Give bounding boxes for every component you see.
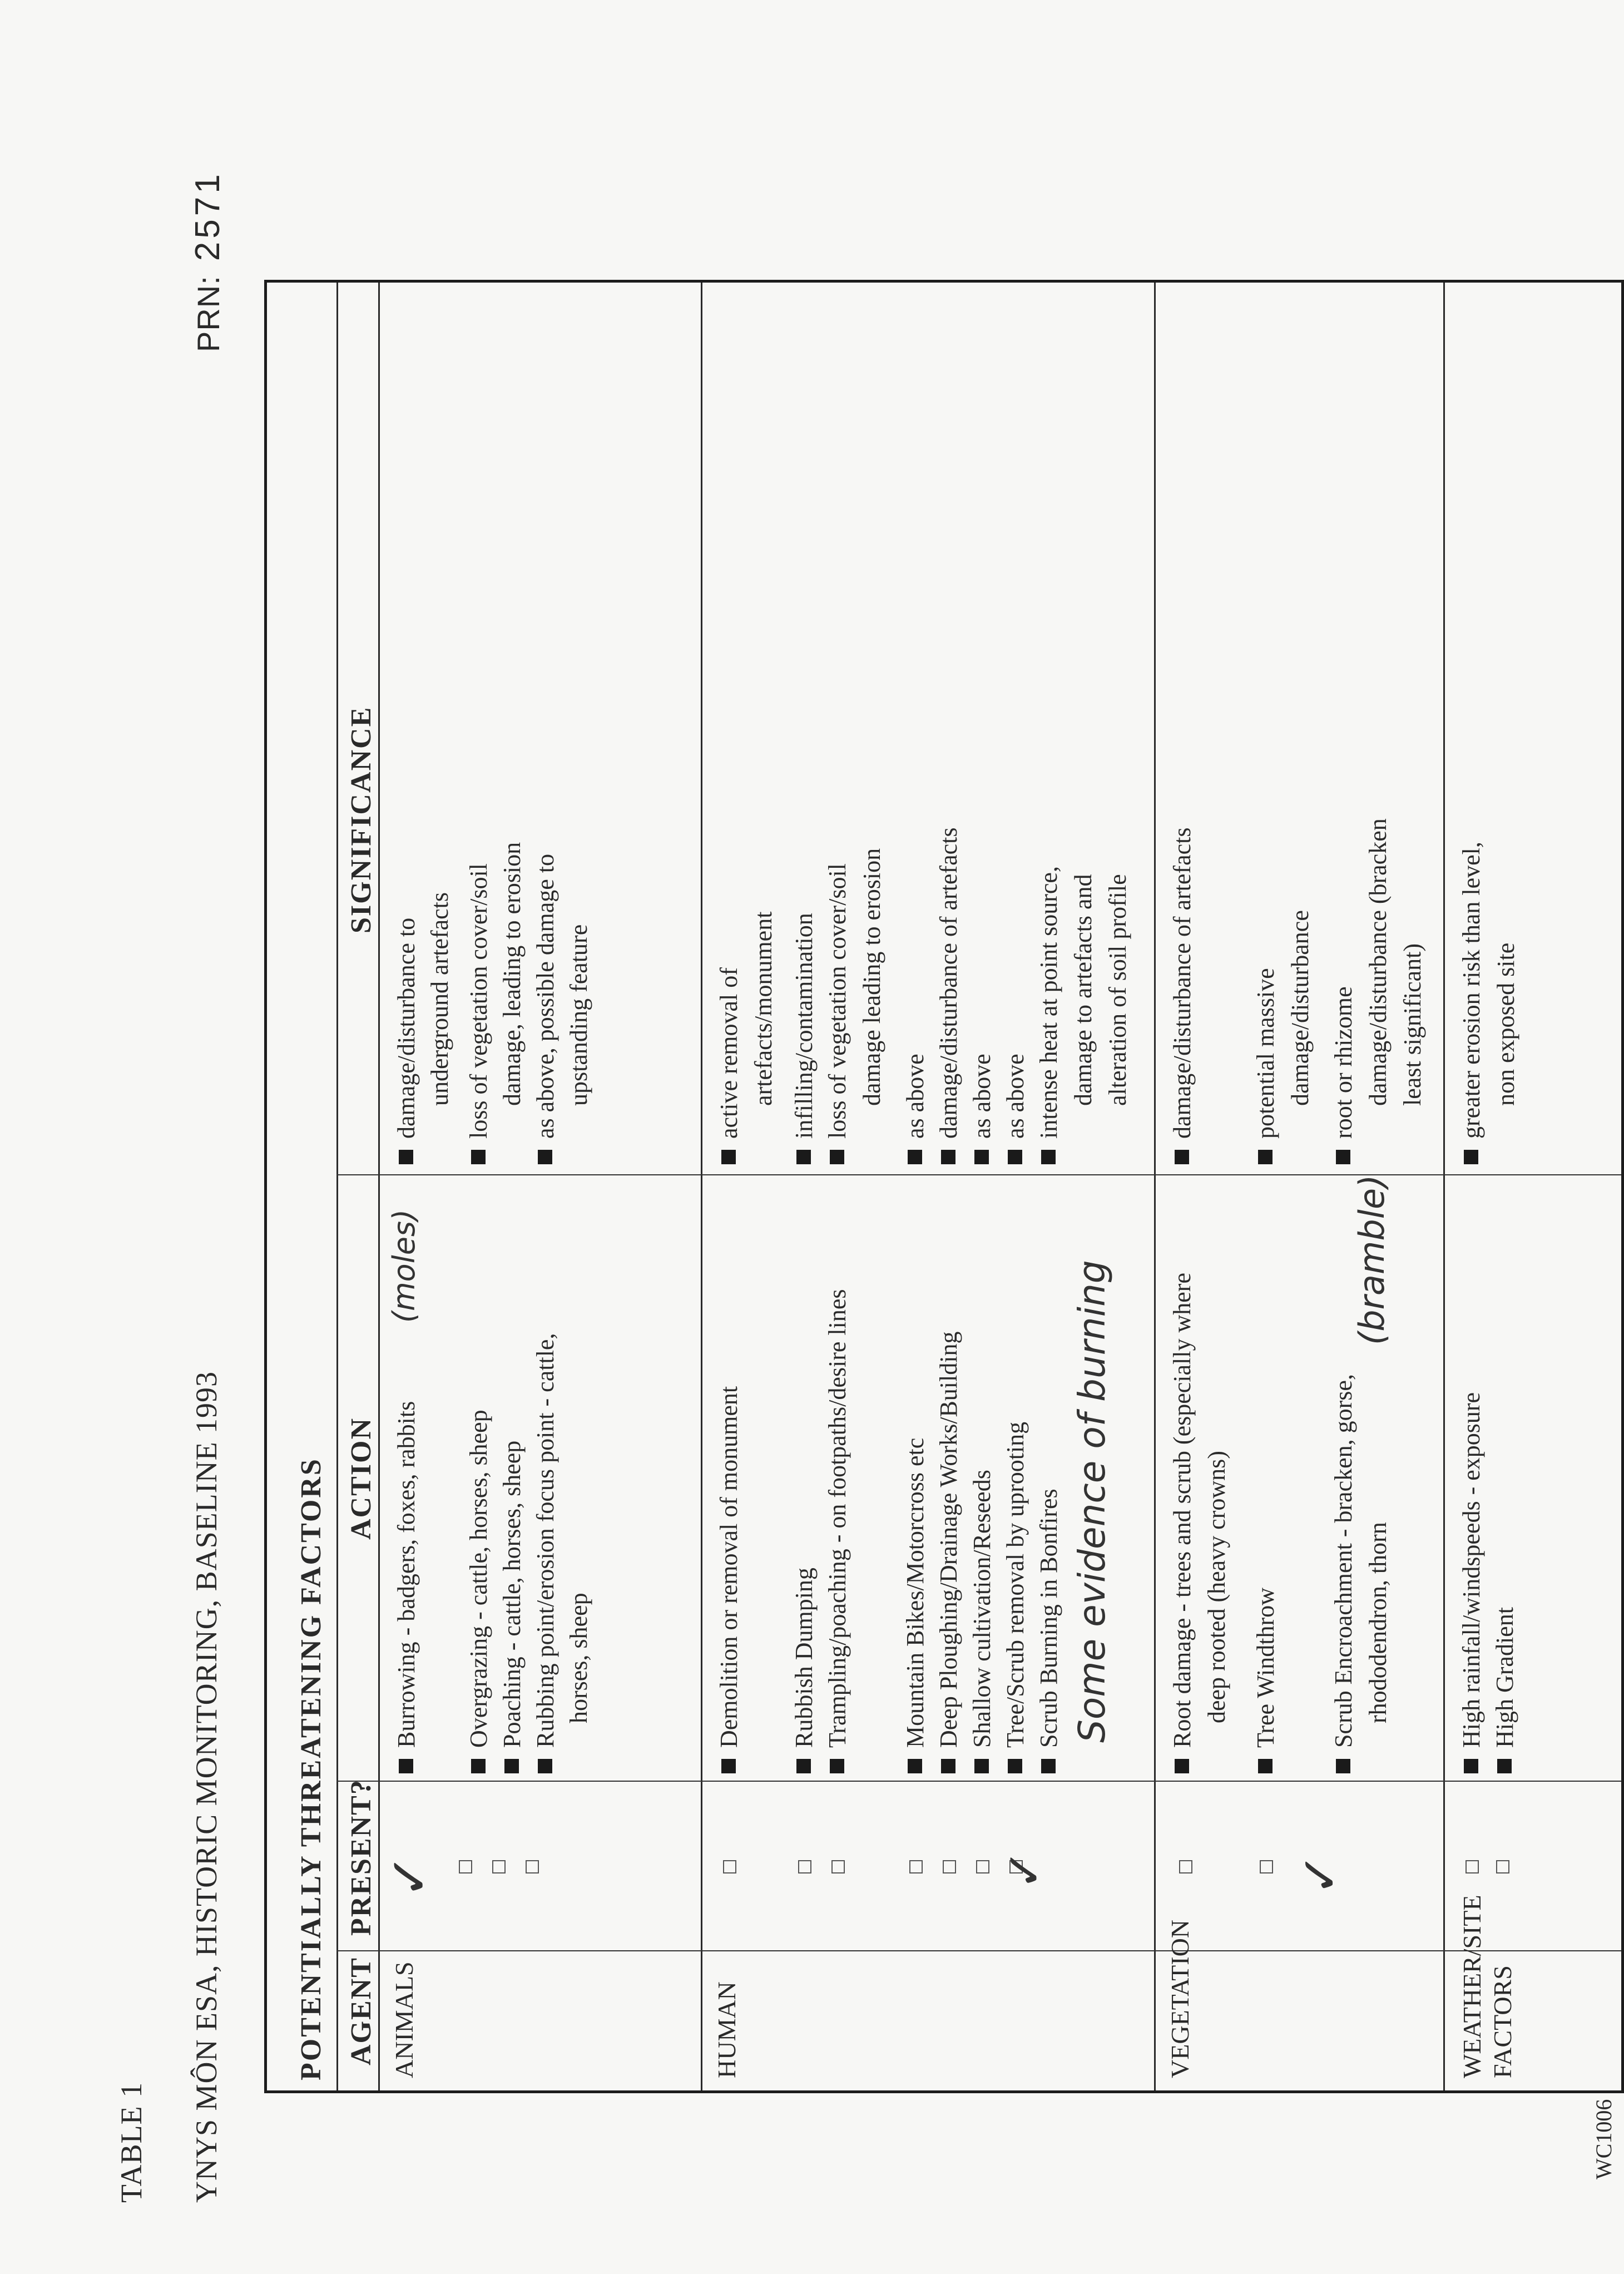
handwritten-note: (bramble)	[1351, 1174, 1392, 1345]
rule-animals	[701, 283, 702, 2090]
action-item: Demolition or removal of monument	[712, 1386, 746, 1773]
col-action: ACTION	[345, 1417, 377, 1540]
handwritten-note: (moles)	[387, 1209, 422, 1323]
action-item: Scrub Burning in Bonfires	[1032, 1489, 1066, 1773]
action-item: High rainfall/windspeeds - exposure	[1454, 1392, 1489, 1773]
agent-human: HUMAN	[712, 1981, 741, 2078]
action-item: Trampling/poaching - on footpaths/desire lines	[820, 1289, 855, 1773]
significance-item: damage/disturbance of artefacts	[932, 828, 966, 1165]
checkbox	[831, 1860, 845, 1873]
checkbox	[459, 1860, 472, 1873]
significance-item-cont: underground artefacts	[426, 892, 453, 1106]
bullet-icon	[399, 1759, 413, 1773]
significance-item: root or rhizome	[1326, 986, 1361, 1164]
action-item: Poaching - cattle, horses, sheep	[495, 1441, 529, 1773]
bullet-icon	[1008, 1759, 1022, 1773]
bullet-icon	[1041, 1150, 1056, 1164]
table-title: POTENTIALLY THREATENING FACTORS	[295, 1457, 327, 2080]
significance-item: active removal of	[712, 967, 746, 1164]
checkbox	[798, 1860, 811, 1873]
col-divider-1	[336, 1950, 1621, 1951]
checkbox	[976, 1860, 989, 1873]
bullet-icon	[941, 1150, 955, 1164]
col-significance: SIGNIFICANCE	[345, 706, 377, 933]
bullet-icon	[908, 1759, 922, 1773]
bullet-icon	[721, 1759, 736, 1773]
action-item: Root damage - trees and scrub (especially where	[1165, 1273, 1200, 1773]
bullet-icon	[908, 1150, 922, 1164]
significance-item: damage/disturbance of artefacts	[1165, 828, 1200, 1165]
bullet-icon	[1464, 1150, 1478, 1164]
checkbox	[526, 1860, 539, 1873]
bullet-icon	[1258, 1150, 1273, 1164]
checkbox	[909, 1860, 923, 1873]
bullet-icon	[1464, 1759, 1478, 1773]
handwritten-note: Some evidence of burning	[1071, 1260, 1113, 1743]
bullet-icon	[796, 1759, 811, 1773]
tick-mark: ✓	[378, 1853, 440, 1899]
action-item: Overgrazing - cattle, horses, sheep	[462, 1410, 496, 1773]
significance-item: loss of vegetation cover/soil	[462, 863, 496, 1164]
checkbox	[1465, 1860, 1479, 1873]
significance-item: as above	[898, 1054, 933, 1164]
prn-label: PRN:	[191, 275, 226, 352]
action-item-cont: rhododendron, thorn	[1364, 1522, 1392, 1723]
significance-item-cont: damage/disturbance (bracken	[1364, 818, 1392, 1106]
significance-item-cont: damage to artefacts and	[1070, 874, 1097, 1106]
checkbox	[492, 1860, 506, 1873]
bullet-icon	[1175, 1150, 1189, 1164]
table-label: TABLE 1	[115, 2082, 148, 2203]
significance-item-cont: damage, leading to erosion	[498, 842, 526, 1106]
bullet-icon	[1336, 1150, 1350, 1164]
action-item: High Gradient	[1488, 1607, 1522, 1773]
significance-item: loss of vegetation cover/soil	[820, 863, 855, 1164]
tick-mark: ✓	[996, 1849, 1053, 1890]
prn	[188, 171, 227, 352]
checkbox	[943, 1860, 956, 1873]
action-item: Burrowing - badgers, foxes, rabbits	[389, 1401, 424, 1773]
bullet-icon	[1336, 1759, 1350, 1773]
agent-vegetation: VEGETATION	[1166, 1919, 1194, 2078]
bullet-icon	[538, 1150, 552, 1164]
bullet-icon	[1175, 1759, 1189, 1773]
checkbox	[1179, 1860, 1192, 1873]
significance-item-cont: upstanding feature	[565, 924, 592, 1106]
footer-code: WC1006	[1591, 2099, 1616, 2179]
bullet-icon	[538, 1759, 552, 1773]
checkbox	[1496, 1860, 1509, 1873]
bullet-icon	[974, 1759, 989, 1773]
checkbox	[1260, 1860, 1273, 1873]
bullet-icon	[830, 1759, 844, 1773]
bullet-icon	[830, 1150, 844, 1164]
action-item: Rubbing point/erosion focus point - cattle,	[528, 1333, 563, 1773]
threat-factors-table	[264, 280, 1624, 2093]
action-item: Deep Ploughing/Drainage Works/Building	[932, 1332, 966, 1773]
bullet-icon	[1497, 1759, 1512, 1773]
bullet-icon	[796, 1150, 811, 1164]
col-present: PRESENT?	[345, 1779, 377, 1936]
significance-item: as above	[998, 1054, 1033, 1164]
agent-weather-line2: FACTORS	[1488, 1965, 1517, 2078]
bullet-icon	[471, 1759, 486, 1773]
significance-item: greater erosion risk than level,	[1454, 842, 1489, 1164]
rule-human	[1154, 283, 1156, 2090]
action-item: Scrub Encroachment - bracken, gorse,	[1326, 1374, 1361, 1773]
significance-item-cont: damage/disturbance	[1286, 910, 1314, 1106]
rule-vegetation	[1443, 283, 1445, 2090]
bullet-icon	[399, 1150, 413, 1164]
significance-item: damage/disturbance to	[389, 918, 424, 1164]
action-item: Shallow cultivation/Reseeds	[965, 1470, 999, 1773]
significance-item: infilling/contamination	[787, 913, 821, 1164]
bullet-icon	[1041, 1759, 1056, 1773]
bullet-icon	[721, 1150, 736, 1164]
agent-animals: ANIMALS	[390, 1961, 418, 2078]
bullet-icon	[974, 1150, 989, 1164]
col-divider-2	[336, 1781, 1621, 1782]
col-agent: AGENT	[345, 1957, 377, 2065]
tick-mark: ✓	[1290, 1852, 1350, 1896]
significance-item-cont: damage leading to erosion	[858, 848, 885, 1106]
action-item-cont: horses, sheep	[565, 1593, 592, 1723]
significance-item-cont: artefacts/monument	[750, 911, 777, 1106]
significance-item: intense heat at point source,	[1032, 866, 1066, 1164]
bullet-icon	[504, 1759, 519, 1773]
rule-title	[336, 283, 338, 2090]
document-title: YNYS MÔN ESA, HISTORIC MONITORING, BASELINE 1993	[190, 1371, 223, 2203]
significance-item: as above	[965, 1054, 999, 1164]
action-item-cont: deep rooted (heavy crowns)	[1203, 1451, 1230, 1723]
action-item: Tree/Scrub removal by uprooting	[998, 1422, 1033, 1773]
bullet-icon	[1258, 1759, 1273, 1773]
bullet-icon	[1008, 1150, 1022, 1164]
significance-item-cont: alteration of soil profile	[1104, 874, 1131, 1106]
significance-item-cont: non exposed site	[1492, 942, 1519, 1106]
bullet-icon	[941, 1759, 955, 1773]
rule-header	[378, 283, 380, 2090]
action-item: Tree Windthrow	[1249, 1588, 1283, 1773]
checkbox	[723, 1860, 736, 1873]
action-item: Mountain Bikes/Motorcross etc	[898, 1438, 933, 1773]
col-divider-3	[336, 1174, 1621, 1175]
significance-item-cont: least significant)	[1399, 943, 1426, 1106]
agent-weather-line1: WEATHER/SITE	[1458, 1895, 1486, 2078]
bullet-icon	[471, 1150, 486, 1164]
prn-value: 2571	[189, 171, 227, 261]
significance-item: potential massive	[1249, 968, 1283, 1164]
significance-item: as above, possible damage to	[528, 854, 563, 1164]
action-item: Rubbish Dumping	[787, 1568, 821, 1773]
